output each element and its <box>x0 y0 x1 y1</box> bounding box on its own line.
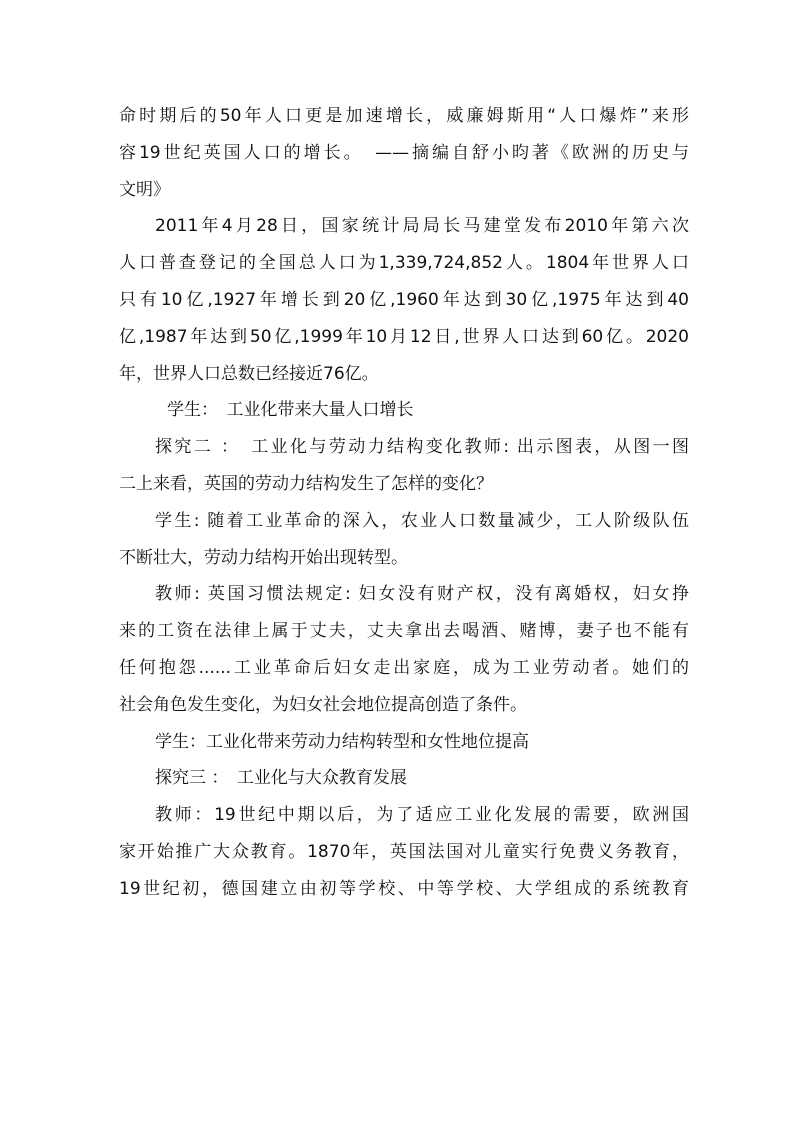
text-line-19: 探究三 ： 工业化与大众教育发展 <box>155 768 407 789</box>
text-line-15: 来的工资在法律上属于丈夫，丈夫拿出去喝酒、赌博，妻子也不能有 <box>119 621 689 642</box>
text-line-1: 命时期后的50年人口更是加速增长，威廉姆斯用“人口爆炸”来形 <box>119 106 689 126</box>
text-line-11: 二上来看，英国的劳动力结构发生了怎样的变化？ <box>119 473 493 494</box>
text-line-17: 社会角色发生变化，为妇女社会地位提高创造了条件。 <box>119 694 527 715</box>
text-line-10: 探究二 ： 工业化与劳动力结构变化教师: 出示图表，从图一图 <box>155 437 689 458</box>
text-line-8: 年，世界人口总数已经接近76亿。 <box>119 363 379 384</box>
text-line-13: 不断壮大，劳动力结构开始出现转型。 <box>119 547 408 568</box>
text-line-14: 教师: 英国习惯法规定: 妇女没有财产权，没有离婚权，妇女挣 <box>155 584 689 605</box>
text-line-18: 学生：工业化带来劳动力结构转型和女性地位提高 <box>155 731 529 752</box>
text-line-2: 容19世纪英国人口的增长。 ——摘编自舒小昀著《欧洲的历史与 <box>119 142 689 163</box>
text-line-3: 文明》 <box>119 179 170 200</box>
text-line-5: 人口普查登记的全国总人口为1,339,724,852人。1804年世界人口 <box>119 253 689 274</box>
document-body <box>119 98 689 908</box>
text-line-12: 学生: 随着工业革命的深入，农业人口数量减少，工人阶级队伍 <box>155 510 689 531</box>
text-line-4: 2011年4月28日，国家统计局局长马建堂发布2010年第六次 <box>155 216 689 237</box>
text-line-7: 亿,1987年达到50亿,1999年10月12日,世界人口达到60亿。2020 <box>119 326 689 347</box>
text-line-21: 家开始推广大众教育。1870年，英国法国对儿童实行免费义务教育， <box>119 841 689 862</box>
text-line-6: 只有10亿,1927年增长到20亿,1960年达到30亿,1975年达到40 <box>119 289 689 310</box>
text-line-9: 学生： 工业化带来大量人口增长 <box>167 400 414 421</box>
text-line-16: 任何抱怨......工业革命后妇女走出家庭，成为工业劳动者。她们的 <box>119 657 689 678</box>
text-line-20: 教师：19世纪中期以后，为了适应工业化发展的需要，欧洲国 <box>155 805 689 826</box>
text-line-22: 19世纪初，德国建立由初等学校、中等学校、大学组成的系统教育 <box>119 878 689 899</box>
